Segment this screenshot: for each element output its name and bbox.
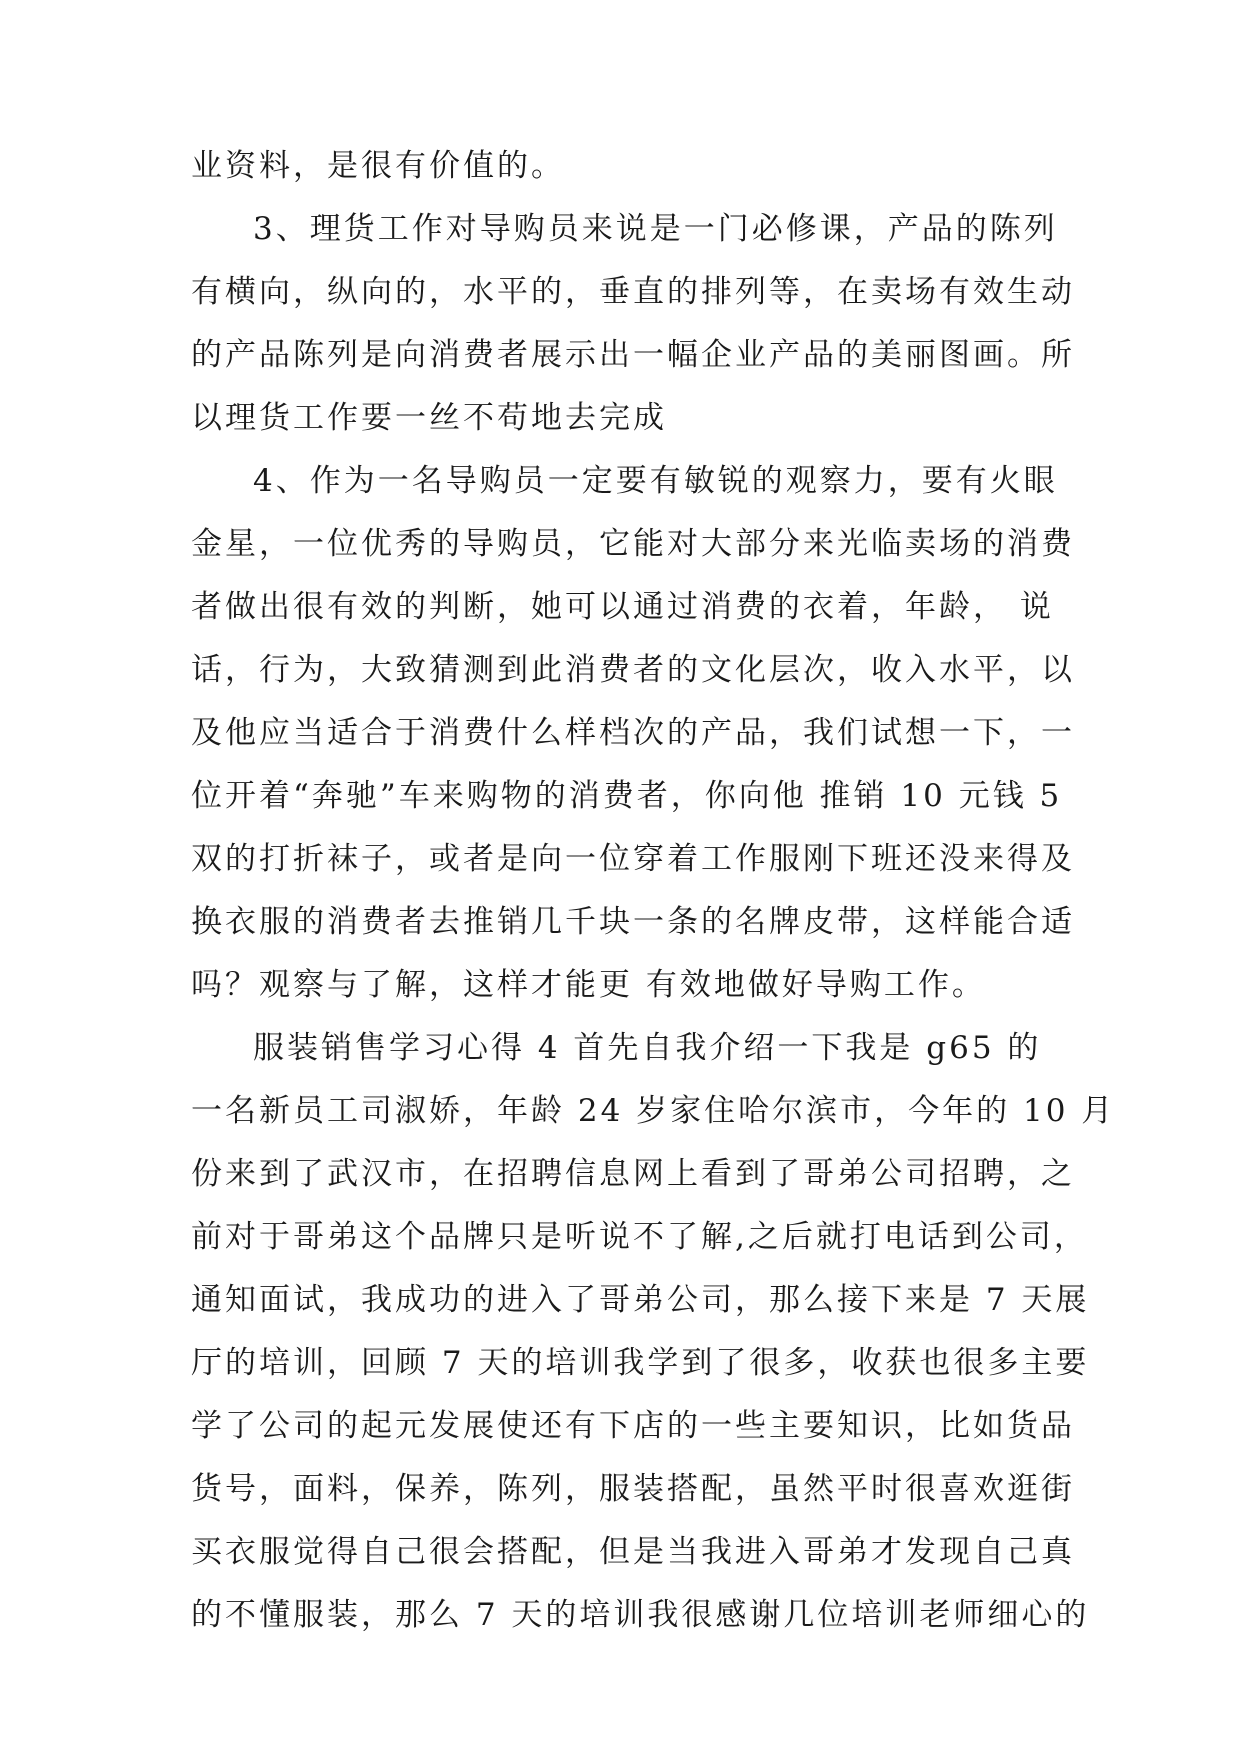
text-line: 话，行为，大致猜测到此消费者的文化层次，收入水平，以 xyxy=(191,652,1075,688)
text-line: 份来到了武汉市，在招聘信息网上看到了哥弟公司招聘，之 xyxy=(191,1156,1075,1192)
text-line: 学了公司的起元发展使还有下店的一些主要知识，比如货品 xyxy=(191,1408,1075,1444)
text-line: 者做出很有效的判断，她可以通过消费的衣着，年龄， 说 xyxy=(191,589,1054,625)
text-line: 换衣服的消费者去推销几千块一条的名牌皮带，这样能合适 xyxy=(191,904,1075,940)
paragraph-3-start: 3、理货工作对导购员来说是一门必修课，产品的陈列 xyxy=(253,211,1058,247)
text-line: 货号，面料，保养，陈列，服装搭配，虽然平时很喜欢逛街 xyxy=(191,1471,1075,1507)
text-line: 金星，一位优秀的导购员，它能对大部分来光临卖场的消费 xyxy=(191,526,1075,562)
text-line: 的不懂服装，那么 7 天的培训我很感谢几位培训老师细心的 xyxy=(191,1597,1090,1633)
text-line: 一名新员工司淑娇，年龄 24 岁家住哈尔滨市，今年的 10 月 xyxy=(191,1093,1116,1129)
text-line: 吗？观察与了解，这样才能更 有效地做好导购工作。 xyxy=(191,967,986,1003)
text-line: 及他应当适合于消费什么样档次的产品，我们试想一下，一 xyxy=(191,715,1075,751)
text-line: 业资料，是很有价值的。 xyxy=(191,148,565,184)
text-line: 有横向，纵向的，水平的，垂直的排列等，在卖场有效生动 xyxy=(191,274,1075,310)
text-line: 通知面试，我成功的进入了哥弟公司，那么接下来是 7 天展 xyxy=(191,1282,1090,1318)
text-line: 的产品陈列是向消费者展示出一幅企业产品的美丽图画。所 xyxy=(191,337,1075,373)
text-line: 以理货工作要一丝不苟地去完成 xyxy=(191,400,667,436)
paragraph-4-start: 4、作为一名导购员一定要有敏锐的观察力，要有火眼 xyxy=(253,463,1058,499)
text-line: 厅的培训，回顾 7 天的培训我学到了很多，收获也很多主要 xyxy=(191,1345,1090,1381)
text-line: 前对于哥弟这个品牌只是听说不了解,之后就打电话到公司， xyxy=(191,1219,1088,1255)
text-line: 双的打折袜子，或者是向一位穿着工作服刚下班还没来得及 xyxy=(191,841,1075,877)
section-heading-line: 服装销售学习心得 4 首先自我介绍一下我是 g65 的 xyxy=(253,1030,1042,1066)
text-line: 买衣服觉得自己很会搭配，但是当我进入哥弟才发现自己真 xyxy=(191,1534,1075,1570)
text-line: 位开着“奔驰”车来购物的消费者，你向他 推销 10 元钱 5 xyxy=(191,778,1063,814)
